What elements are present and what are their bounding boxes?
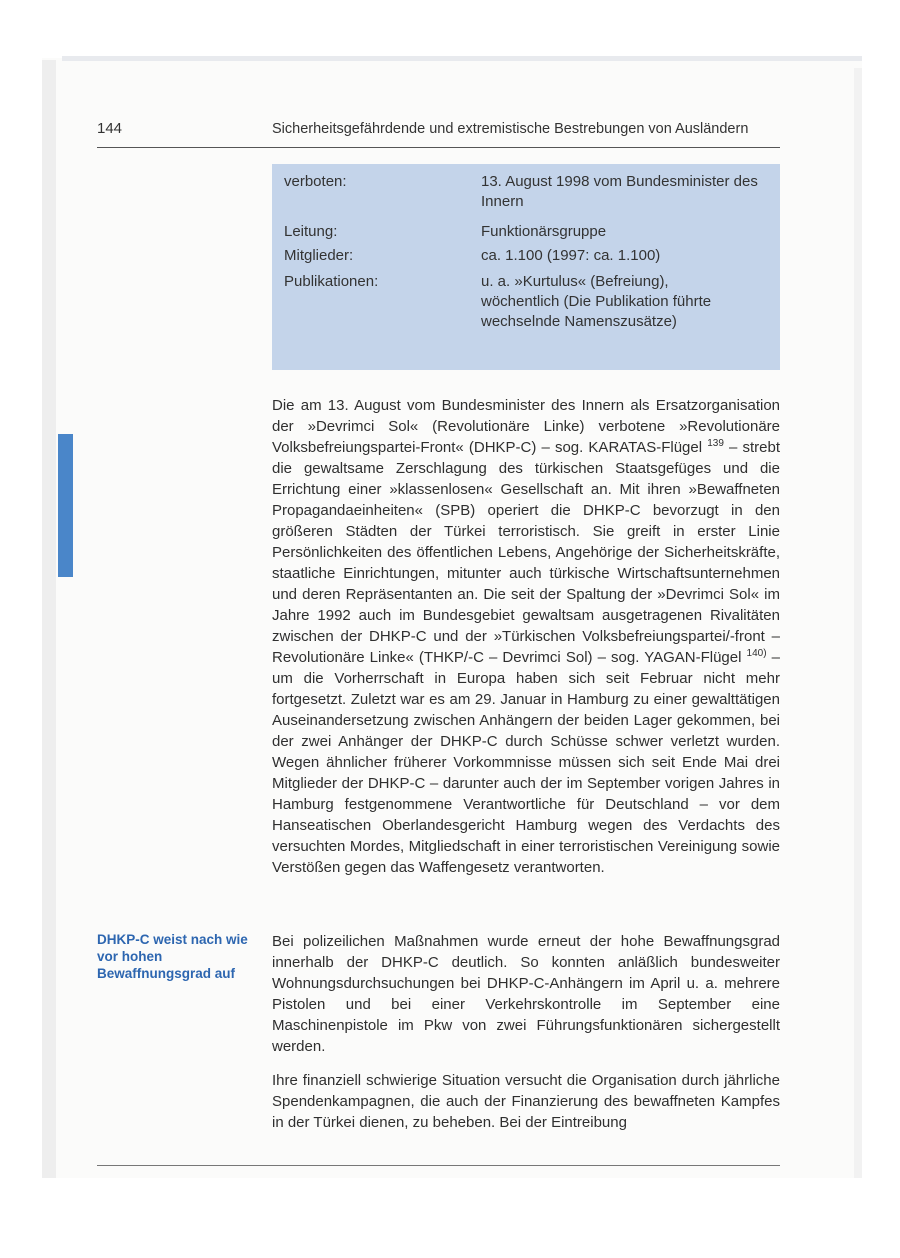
footnote-ref-139[interactable]: 139 (707, 438, 724, 449)
info-value-mitglieder: ca. 1.100 (1997: ca. 1.100) (481, 247, 661, 264)
paragraph-1-text-a: Die am 13. August vom Bundesminister des Innern als Ersatzorganisation der »Devrimci Sol« (Revolutionäre Linke) verbotene »Revolutionäre Volksbefreiungspartei-Front« (DHKP-C) – sog. KARATAS-Flügel (272, 397, 780, 456)
footnote-ref-140[interactable]: 140) (746, 648, 767, 659)
margin-note: DHKP-C weist nach wie vor hohen Bewaffnungsgrad auf (97, 932, 248, 981)
paragraph-1-text-c: – um die Vorherrschaft in Europa haben sich seit Februar nicht mehr fortgesetzt. Zuletzt war es am 29. Januar in Hamburg zu einer gewalttätigen Auseinandersetzung zwischen Anhängern der beiden Lager gekommen, bei der zwei Anhänger der DHKP-C durch Schüsse schwer verletzt wurden. Wegen ähnlicher früherer Vorkommnisse müssen sich seit Ende Mai drei Mitglieder der DHKP-C – darunter auch der im September vorigen Jahres in Hamburg festgenommene Verantwortliche für Deutschland – vor dem Hanseatischen Oberlandesgericht Hamburg wegen des Verdachts des versuchten Mordes, Mitgliedschaft in einer terroristischen Vereinigung sowie Verstößen gegen das Waffengesetz verantworten. (272, 649, 780, 876)
info-label-leitung: Leitung: (284, 223, 338, 240)
scan-top-edge (62, 56, 862, 61)
info-label-verboten: verboten: (284, 173, 347, 190)
running-header: Sicherheitsgefährdende und extremistische Bestrebungen von Ausländern (272, 121, 749, 137)
body-paragraph-3: Ihre finanziell schwierige Situation versucht die Organisation durch jährliche Spendenkampagnen, die auch der Finanzierung des bewaffneten Kampfes in der Türkei dienen, zu beheben. Bei der Eintreibung (272, 1072, 780, 1131)
body-paragraph-2: Bei polizeilichen Maßnahmen wurde erneut der hohe Bewaffnungsgrad innerhalb der DHKP-C deutlich. So konnten anläßlich bundesweiter Wohnungsdurchsuchungen bei DHKP-C-Anhängern im April u. a. mehrere Pistolen und bei einer Verkehrskontrolle im September eine Maschinenpistole im Pkw von zwei Führungsfunktionären sichergestellt werden. (272, 933, 780, 1055)
scan-right-edge (854, 68, 862, 1178)
chapter-marker-tab (58, 434, 73, 577)
paragraph-1-text-b: – strebt die gewaltsame Zerschlagung des türkischen Staatsgefüges und die Errichtung einer »klassenlosen« Gesellschaft an. Mit ihren »Bewaffneten Propagandaeinheiten« (SPB) operiert die DHKP-C bevorzugt in den größeren Städten der Türkei terroristisch. Sie greift in erster Linie Persönlichkeiten des öffentlichen Lebens, Angehörige der Sicherheitskräfte, staatliche Einrichtungen, mitunter auch türkische Wirtschaftsunternehmen und deren Repräsentanten an. Die seit der Spaltung der »Devrimci Sol« im Jahre 1992 auch im Bundesgebiet gewaltsam ausgetragenen Rivalitäten zwischen der DHKP-C und der »Türkischen Volksbefreiungspartei/-front – Revolutionäre Linke« (THKP/-C – Devrimci Sol) – sog. YAGAN-Flügel (272, 439, 780, 666)
footer-divider (97, 1165, 780, 1166)
page-number: 144 (97, 120, 123, 137)
body-paragraph-1 (272, 395, 780, 878)
header-divider (97, 147, 780, 148)
info-label-publikationen: Publikationen: (284, 273, 379, 290)
info-label-mitglieder: Mitglieder: (284, 247, 354, 264)
scan-left-edge (42, 60, 56, 1178)
organization-info-box (272, 164, 780, 370)
info-value-verboten: 13. August 1998 vom Bundesminister des Innern (481, 173, 758, 210)
info-value-leitung: Funktionärsgruppe (481, 223, 607, 240)
info-value-publikationen: u. a. »Kurtulus« (Befreiung), wöchentlich (Die Publikation führte wechselnde Namenszusätze) (481, 273, 712, 330)
